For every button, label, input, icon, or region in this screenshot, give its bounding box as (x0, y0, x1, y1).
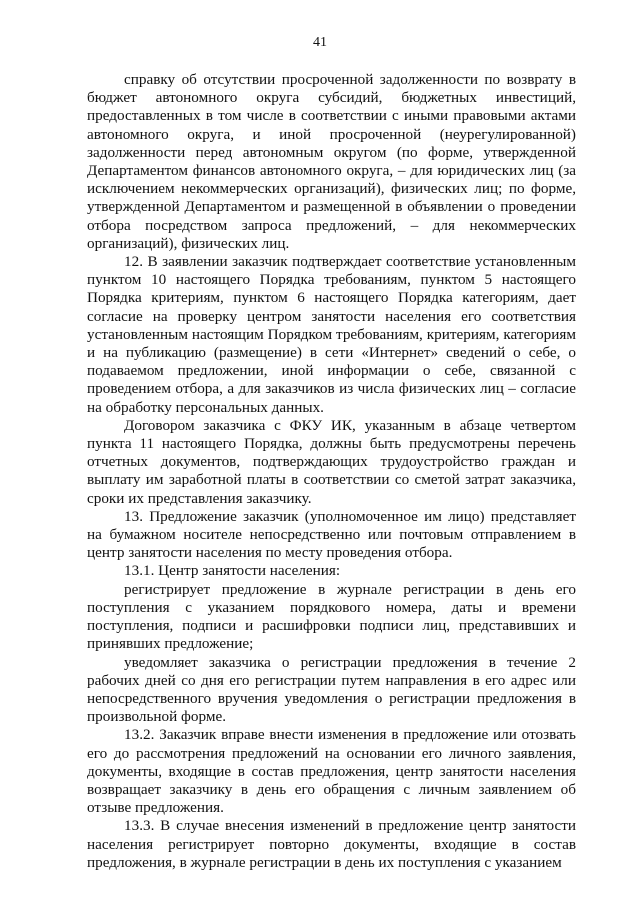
paragraph-certificate: справку об отсутствии просроченной задолженности по возврату в бюджет автономного округа субсидий, бюджетных инвестиций, предоставленных в том числе в соответствии с иными правовыми актами автономного округа, и иной просроченной (неурегулированной) задолженности перед автономным округом (по форме, утвержденной Департаментом финансов автономного округа, – для юридических лиц (за исключением некоммерческих организаций), физических лиц; по форме, утвержденной Департаментом и размещенной в объявлении о проведении отбора посредством запроса предложений, – для некоммерческих организаций), физических лиц. (87, 71, 576, 252)
paragraph-13-1: 13.1. Центр занятости населения: (124, 562, 341, 580)
document-text (87, 71, 576, 872)
page-number: 41 (313, 35, 327, 50)
paragraph-12: 12. В заявлении заказчик подтверждает соответствие установленным пунктом 10 настоящего Порядка требованиям, пунктом 5 настоящего Порядка критериям, пунктом 6 настоящего Порядка категориям, дает согласие на проверку центром занятости населения его соответствия установленным настоящим Порядком требованиям, критериям, категориям и на публикацию (размещение) в сети «Интернет» сведений о себе, о подаваемом предложении, иной информации о себе, связанной с проведением отбора, а для заказчиков из числа физических лиц – согласие на обработку персональных данных. (87, 253, 576, 416)
paragraph-13-2: 13.2. Заказчик вправе внести изменения в предложение или отозвать его до рассмотрения предложений на основании его личного заявления, документы, входящие в состав предложения, центр занятости населения возвращает заказчику в день его обращения с личным заявлением об отзыве предложения. (87, 726, 576, 817)
paragraph-notifies: уведомляет заказчика о регистрации предложения в течение 2 рабочих дней со дня его регистрации путем направления в его адрес или непосредственного вручения уведомления о регистрации предложения в произвольной форме. (87, 653, 576, 726)
paragraph-contract: Договором заказчика с ФКУ ИК, указанным в абзаце четвертом пункта 11 настоящего Порядка, должны быть предусмотрены перечень отчетных документов, подтверждающих трудоустройство граждан и выплату им заработной платы в соответствии со сметой затрат заказчика, сроки их представления заказчику. (87, 416, 576, 507)
paragraph-13: 13. Предложение заказчик (уполномоченное им лицо) представляет на бумажном носителе непосредственно или почтовым отправлением в центр занятости населения по месту проведения отбора. (87, 507, 576, 562)
paragraph-registers: регистрирует предложение в журнале регистрации в день его поступления с указанием порядкового номера, даты и времени поступления, подписи и расшифровки подписи лиц, представивших и принявших предложение; (87, 580, 576, 653)
paragraph-13-3: 13.3. В случае внесения изменений в предложение центр занятости населения регистрирует повторно документы, входящие в состав предложения, в журнале регистрации в день их поступления с указанием (87, 817, 576, 871)
